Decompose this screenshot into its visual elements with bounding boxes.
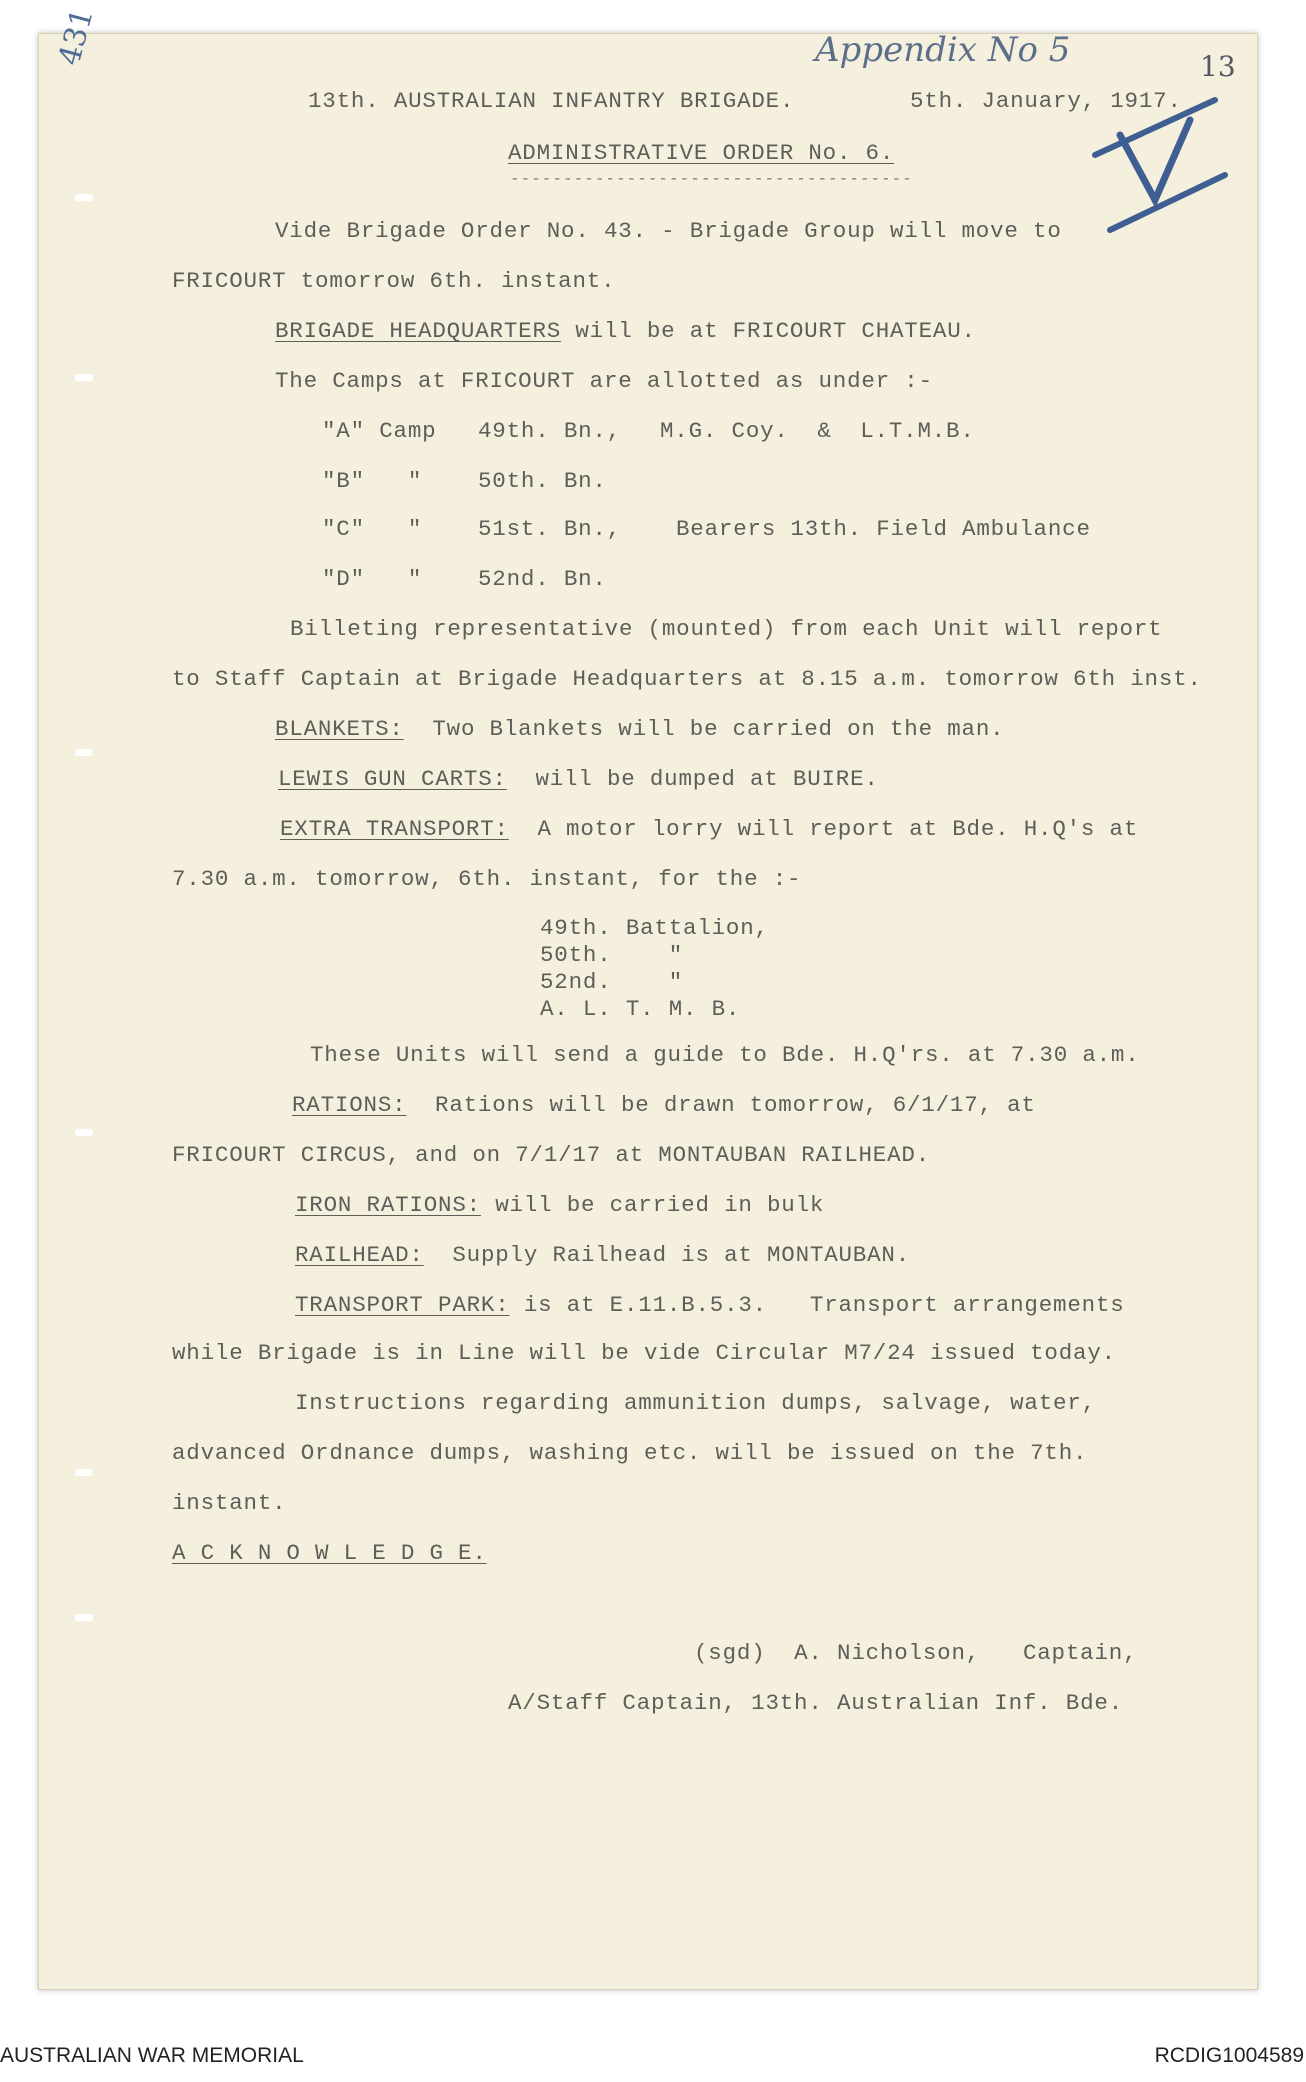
railhead-text: Supply Railhead is at MONTAUBAN. xyxy=(423,1242,911,1268)
iron-rations-label: IRON RATIONS: xyxy=(295,1192,481,1218)
transport-park-line-2: while Brigade is in Line will be vide Circular M7/24 issued today. xyxy=(172,1340,1116,1366)
page-number: 13 xyxy=(1200,50,1236,83)
billeting-line-1: Billeting representative (mounted) from each Unit will report xyxy=(290,616,1163,642)
punch-hole xyxy=(75,374,93,381)
brigade-hq-label: BRIGADE HEADQUARTERS xyxy=(275,318,562,344)
appendix-annotation: Appendix No 5 xyxy=(815,30,1071,70)
extra-transport-text: A motor lorry will report at Bde. H.Q's at xyxy=(508,816,1139,842)
order-date: 5th. January, 1917. xyxy=(910,88,1182,114)
extra-transport-label: EXTRA TRANSPORT: xyxy=(280,816,509,842)
transport-unit: 52nd. " xyxy=(540,969,684,995)
footer-id: RCDIG1004589 xyxy=(1154,2044,1304,2067)
rations-text: Rations will be drawn tomorrow, 6/1/17, at xyxy=(406,1092,1036,1118)
camp-label: "A" Camp xyxy=(322,418,437,444)
order-title: ADMINISTRATIVE ORDER No. 6. xyxy=(508,140,895,166)
signature-line-2: A/Staff Captain, 13th. Australian Inf. Bde. xyxy=(508,1690,1123,1716)
railhead-label: RAILHEAD: xyxy=(295,1242,424,1268)
intro-line-1: Vide Brigade Order No. 43. - Brigade Group will move to xyxy=(275,218,1062,244)
transport-unit: A. L. T. M. B. xyxy=(540,996,741,1022)
extra-transport-line xyxy=(280,816,1138,842)
punch-hole xyxy=(75,194,93,201)
iron-rations-line xyxy=(295,1192,824,1218)
instructions-line-2: advanced Ordnance dumps, washing etc. will be issued on the 7th. xyxy=(172,1440,1088,1466)
punch-hole xyxy=(75,749,93,756)
intro-line-2: FRICOURT tomorrow 6th. instant. xyxy=(172,268,616,294)
camp-units: 49th. Bn., xyxy=(478,418,622,444)
camp-units: 52nd. Bn. xyxy=(478,566,607,592)
punch-hole xyxy=(75,1614,93,1621)
brigade-hq-text: will be at FRICOURT CHATEAU. xyxy=(561,318,976,344)
transport-park-text: is at E.11.B.5.3. Transport arrangements xyxy=(509,1292,1125,1318)
punch-hole xyxy=(75,1129,93,1136)
folio-number: 431 xyxy=(52,4,101,70)
acknowledge: A C K N O W L E D G E. xyxy=(172,1540,487,1566)
billeting-line-2: to Staff Captain at Brigade Headquarters at 8.15 a.m. tomorrow 6th inst. xyxy=(172,666,1202,692)
instructions-line-1: Instructions regarding ammunition dumps, salvage, water, xyxy=(295,1390,1096,1416)
blankets-line xyxy=(275,716,1004,742)
camps-intro: The Camps at FRICOURT are allotted as under :- xyxy=(275,368,933,394)
signature-line-1: (sgd) A. Nicholson, Captain, xyxy=(694,1640,1138,1666)
lewis-gun-label: LEWIS GUN CARTS: xyxy=(278,766,507,792)
camp-units: 50th. Bn. xyxy=(478,468,607,494)
railhead-line xyxy=(295,1242,910,1268)
camp-extra: Bearers 13th. Field Ambulance xyxy=(676,516,1091,542)
transport-unit: 50th. " xyxy=(540,942,684,968)
transport-park-line xyxy=(295,1292,1125,1318)
camp-label: "B" " xyxy=(322,468,423,494)
blankets-label: BLANKETS: xyxy=(275,716,404,742)
camp-units: 51st. Bn., xyxy=(478,516,622,542)
instructions-line-3: instant. xyxy=(172,1490,287,1516)
footer-source: AUSTRALIAN WAR MEMORIAL xyxy=(0,2044,304,2067)
transport-park-label: TRANSPORT PARK: xyxy=(295,1292,510,1318)
unit-heading: 13th. AUSTRALIAN INFANTRY BRIGADE. xyxy=(308,88,795,114)
iron-rations-text: will be carried in bulk xyxy=(480,1192,825,1218)
lewis-gun-line xyxy=(278,766,879,792)
extra-transport-line-2: 7.30 a.m. tomorrow, 6th. instant, for the :- xyxy=(172,866,802,892)
lewis-gun-text: will be dumped at BUIRE. xyxy=(506,766,879,792)
camp-label: "D" " xyxy=(322,566,423,592)
rations-label: RATIONS: xyxy=(292,1092,407,1118)
title-rule: -------------------------------------- xyxy=(510,170,913,188)
rations-line-2: FRICOURT CIRCUS, and on 7/1/17 at MONTAUBAN RAILHEAD. xyxy=(172,1142,931,1168)
punch-hole xyxy=(75,1469,93,1476)
brigade-hq-line xyxy=(275,318,976,344)
guide-line: These Units will send a guide to Bde. H.Q'rs. at 7.30 a.m. xyxy=(310,1042,1140,1068)
camp-label: "C" " xyxy=(322,516,423,542)
blankets-text: Two Blankets will be carried on the man. xyxy=(403,716,1005,742)
camp-extra: M.G. Coy. & L.T.M.B. xyxy=(660,418,975,444)
rations-line xyxy=(292,1092,1036,1118)
transport-unit: 49th. Battalion, xyxy=(540,915,769,941)
